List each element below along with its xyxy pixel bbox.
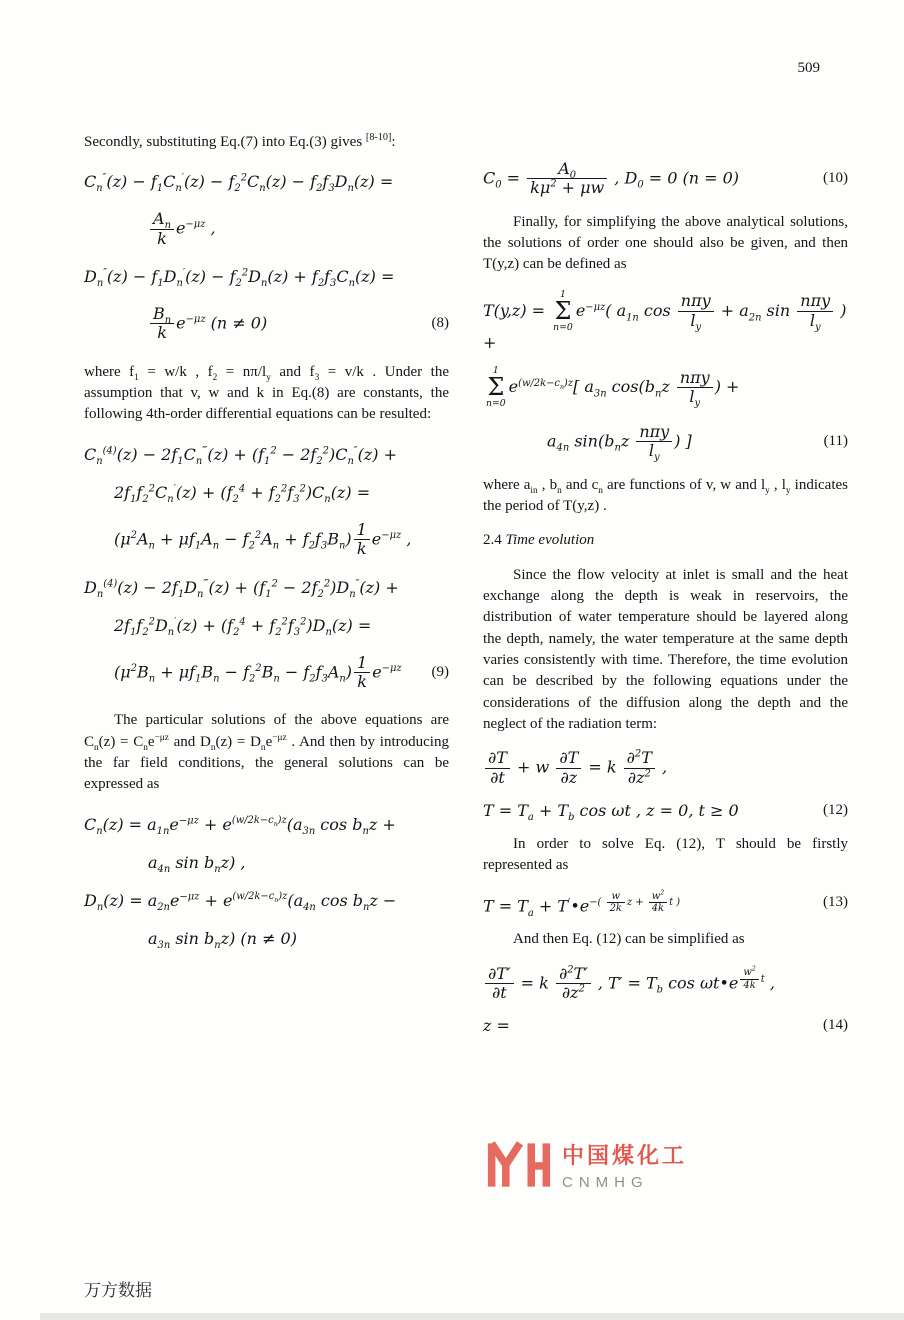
equation-8-line-4-math: $\frac{B_n}{k}$ $e^{-\mu z}$ (n ≠ 0) — [148, 305, 267, 343]
equation-12-number: (12) — [823, 801, 848, 818]
general-solution-line-4: $a_{3n}$ $\sin b_nz$) (n ≠ 0) — [148, 928, 297, 951]
watermark-cn-text: 中国煤化工 — [562, 1143, 688, 1168]
equation-9-line-1: $C_n^{(4)}(z) - 2f_1C_n^‴(z) + (f_1^2 - 2f_2^2)C_n''(z)$ + — [84, 444, 397, 467]
equation-12-line-2 — [483, 800, 848, 824]
equation-11-line-2: 1 Σ n=0 $e^{(w/2k-c_n)z}$[ $a_{3n}$ $\cos(b_nz$ $\frac{\text{nπy}}{l_y}$ ) + — [486, 364, 740, 410]
equation-9-line-3: $(\mu^2A_n + \mu f_1A_n - f_2^2A_n + f_2f_3B_n)$ $\frac{1}{k}$ $e^{-\mu z}$ , — [114, 519, 412, 559]
equation-11-line-3-math: $a_{4n}$ $\sin(b_nz$ $\frac{\text{nπy}}{l_y}$ ) ] — [547, 422, 692, 464]
cnmhg-watermark-text — [562, 1139, 687, 1191]
paragraph-intro-tail: : — [391, 134, 396, 150]
equation-9-number: (9) — [431, 663, 449, 680]
wanfang-watermark: 万方数据 — [84, 1281, 152, 1300]
section-heading-2-4 — [483, 530, 848, 551]
equation-10-line — [483, 160, 848, 198]
equation-12-line-2-math: $T = T_a + T_b$ cos ωt , z = 0, t ≥ 0 — [483, 800, 739, 824]
equation-14-line-1: $\frac{\partial T'}{\partial t}$ = k $\frac{\partial^2T'}{\partial z^2}$ , $T' = T_b$ cos ωt•e $^{\frac{w^2}{4k} t}$ , — [483, 965, 848, 1003]
equation-14 — [483, 965, 848, 1036]
paragraph-intro-text: Secondly, substituting Eq.(7) into Eq.(3) gives — [84, 134, 366, 150]
cnmhg-watermark — [486, 1126, 738, 1204]
equation-9 — [84, 445, 449, 692]
equation-11-number: (11) — [823, 433, 848, 450]
paragraph-and-then: And then Eq. (12) can be simplified as — [513, 931, 745, 948]
paragraph-time-evolution: Since the flow velocity at inlet is small and the heat exchange along the depth is weak in reservoirs, the distribution of water temperature should be layered along the depth, namely, the water temperature at the same depth varies consistently with time. Therefore, the time evolution can be described by the following equations under the considerations of the diffusion along the depth and the neglect of the radiation term: — [483, 566, 848, 732]
paragraph-particular-solutions: The particular solutions of the above equations are $C_n(z) = C_ne^{-\mu z}$ and $D_n(z) = D_ne^{-\mu z}$ . And then by introducing the far field conditions, the general solutions can be expressed as — [84, 712, 449, 793]
equation-10-math: $C_0$ = $\frac{A_0}{k\mu^2 + \mu w}$ , $D_0 = 0$ (n = 0) — [483, 159, 740, 198]
general-solution-line-1: $C_n(z) = a_{1n}e^{-\mu z} + e^{(w/2k-c_n)z}(a_{3n}$ $\cos b_nz$ + — [84, 814, 396, 837]
equation-13-line — [483, 889, 848, 919]
equation-12-line-1: $\frac{\partial T}{\partial t}$ + w $\frac{\partial T}{\partial z}$ = k $\frac{\partial^2T}{\partial z^2}$ , — [483, 749, 848, 787]
general-solution-line-3: $D_n(z) = a_{2n}e^{-\mu z} + e^{(w/2k-c_n)z}(a_{4n}$ $\cos b_nz$ − — [84, 890, 397, 913]
equation-14-line-2-math: z = — [483, 1016, 510, 1036]
equation-11-line-1: T(y,z) = 1 Σ n=0 $e^{-\mu z}$( $a_{1n}$ cos $\frac{\text{nπy}}{l_y}$ + $a_{2n}$ sin $\frac{\text{nπy}}{l_y}$ ) + — [483, 288, 847, 352]
equation-8-line-2: $\frac{A_n}{k}$ $e^{-\mu z}$ , — [84, 210, 449, 248]
equation-8-line-4 — [84, 305, 449, 343]
cnmhg-logo-icon — [486, 1136, 552, 1194]
equation-12 — [483, 748, 848, 824]
equation-8-line-1: $C_n''(z) - f_1C_n'(z) - f_2^2C_n(z) - f_2f_3D_n(z)$ = — [84, 172, 394, 195]
equation-11-line-3 — [483, 422, 848, 464]
equation-13-math: $T = T_a$ + $T'•e^{-( \frac{w}{2k} z + \frac{w^2}{4k} t )}$ — [483, 889, 681, 919]
citation-ref: [8-10] — [365, 132, 392, 143]
equation-14-number: (14) — [823, 1017, 848, 1034]
equation-8 — [84, 172, 449, 343]
equation-14-line-2 — [483, 1016, 848, 1035]
right-column — [483, 118, 848, 1049]
equation-9-line-6-math: $(\mu^2B_n + \mu f_1B_n - f_2^2B_n - f_2f_3A_n)$ $\frac{1}{k}$ $e^{-\mu z}$ — [114, 652, 402, 691]
paragraph-finally: Finally, for simplifying the above analytical solutions, the solutions of order one should also be given, and then T(y,z) can be defined as — [483, 213, 848, 273]
left-column — [84, 118, 449, 1049]
equation-10 — [483, 160, 848, 198]
equation-9-line-5: $2f_1f_2^2D_n'(z) + (f_2^4 + f_2^2f_3^2)D_n(z)$ = — [114, 615, 372, 638]
equation-10-number: (10) — [823, 170, 848, 187]
equation-general-solutions — [84, 814, 449, 951]
equation-11 — [483, 288, 848, 464]
page-number: 509 — [797, 60, 820, 76]
equation-9-line-6 — [84, 654, 449, 692]
equation-9-line-2: $2f_1f_2^2C_n'(z) + (f_2^4 + f_2^2f_3^2)C_n(z)$ = — [114, 482, 371, 505]
paragraph-where-f: where $f_1 = w/k$ , $f_2 = n\pi/l_y$ and $f_3 = v/k$ . Under the assumption that v, w and k in Eq.(8) are constants, the following 4th-order differential equations can be resulted: — [84, 363, 450, 423]
equation-8-line-3: $D_n''(z) - f_1D_n'(z) - f_2^2D_n(z) + f_2f_3C_n(z)$ = — [84, 267, 395, 290]
equation-9-line-4: $D_n^{(4)}(z) - 2f_1D_n^‴(z) + (f_1^2 - 2f_2^2)D_n''(z)$ + — [84, 577, 399, 600]
general-solution-line-2: $a_{4n}$ $\sin b_nz$) , — [148, 852, 246, 875]
paragraph-in-order: In order to solve Eq. (12), T should be firstly represented as — [483, 835, 848, 874]
equation-8-number: (8) — [431, 315, 449, 332]
equation-13-number: (13) — [823, 894, 848, 911]
equation-13 — [483, 889, 848, 919]
paragraph-where-abc: where $a_{in}$ , $b_n$ and $c_n$ are functions of v, w and $l_y$ , $l_y$ indicates the period of T(y,z) . — [483, 476, 848, 515]
section-title: Time evolution — [505, 532, 595, 549]
watermark-en-text: CNMHG — [562, 1174, 649, 1191]
section-number: 2.4 — [483, 532, 502, 549]
paragraph-intro — [84, 132, 449, 153]
two-column-body — [84, 118, 848, 1049]
bottom-scan-edge — [40, 1313, 904, 1320]
